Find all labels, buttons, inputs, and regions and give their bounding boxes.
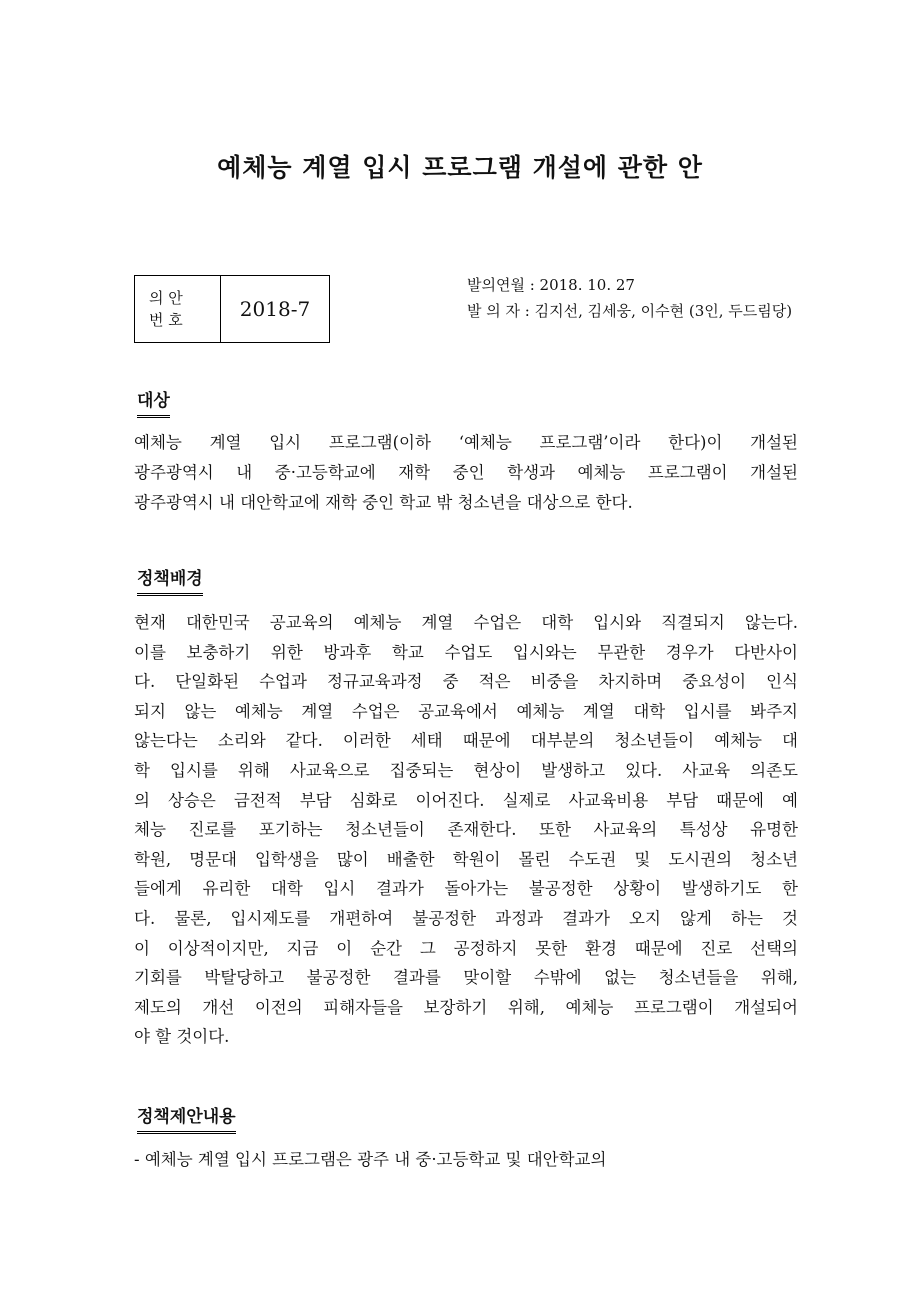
text-line: 않는다는 소리와 같다. 이러한 세태 때문에 대부분의 청소년들이 예체능 대 <box>134 731 798 751</box>
bill-number-label-line2: 번 호 <box>149 311 183 329</box>
proposers: 발 의 자 : 김지선, 김세웅, 이수현 (3인, 두드림당) <box>467 302 793 320</box>
text-line: - 예체능 계열 입시 프로그램은 광주 내 중·고등학교 및 대안학교의 <box>134 1150 607 1169</box>
proposal-date: 발의연월 : 2018. 10. 27 <box>467 276 635 294</box>
section-heading-background: 정책배경 <box>137 564 203 596</box>
bill-number-value: 2018-7 <box>239 297 311 321</box>
text-line: 현재 대한민국 공교육의 예체능 계열 수업은 대학 입시와 직결되지 않는다. <box>134 613 798 632</box>
bill-meta <box>467 272 792 324</box>
text-line: 예체능 계열 입시 프로그램(이하 ‘예체능 프로그램’이라 한다)이 개설된 <box>134 433 798 452</box>
text-line: 학원, 명문대 입학생을 많이 배출한 학원이 몰린 수도권 및 도시권의 청소년 <box>134 849 798 869</box>
section-heading-proposal: 정책제안내용 <box>137 1102 236 1134</box>
text-line: 제도의 개선 이전의 피해자들을 보장하기 위해, 예체능 프로그램이 개설되어 <box>134 997 798 1017</box>
bill-number-box <box>134 275 330 343</box>
section-body-target <box>134 428 798 518</box>
text-line: 들에게 유리한 대학 입시 결과가 돌아가는 불공정한 상황이 발생하기도 한 <box>134 879 798 899</box>
section-heading-target: 대상 <box>137 386 170 418</box>
document-title: 예체능 계열 입시 프로그램 개설에 관한 안 <box>217 153 703 182</box>
bill-number-label-line1: 의 안 <box>149 289 183 307</box>
text-line: 이 이상적이지만, 지금 이 순간 그 공정하지 못한 환경 때문에 진로 선택의 <box>134 938 798 958</box>
text-line: 되지 않는 예체능 계열 수업은 공교육에서 예체능 계열 대학 입시를 봐주지 <box>134 701 798 721</box>
text-line: 다. 물론, 입시제도를 개편하여 불공정한 과정과 결과가 오지 않게 하는 것 <box>134 908 798 928</box>
text-line: 야 할 것이다. <box>134 1027 230 1047</box>
text-line: 다. 단일화된 수업과 정규교육과정 중 적은 비중을 차지하며 중요성이 인식 <box>134 672 798 692</box>
section-body-proposal <box>134 1145 798 1175</box>
bill-number-label <box>135 276 221 342</box>
text-line: 광주광역시 내 대안학교에 재학 중인 학교 밖 청소년을 대상으로 한다. <box>134 493 633 512</box>
text-line: 이를 보충하기 위한 방과후 학교 수업도 입시와는 무관한 경우가 다반사이 <box>134 642 798 662</box>
text-line: 체능 진로를 포기하는 청소년들이 존재한다. 또한 사교육의 특성상 유명한 <box>134 820 798 840</box>
text-line: 광주광역시 내 중·고등학교에 재학 중인 학생과 예체능 프로그램이 개설된 <box>134 463 798 482</box>
section-body-background <box>134 608 798 1052</box>
text-line: 의 상승은 금전적 부담 심화로 이어진다. 실제로 사교육비용 부담 때문에 예 <box>134 790 798 810</box>
text-line: 기회를 박탈당하고 불공정한 결과를 맞이할 수밖에 없는 청소년들을 위해, <box>134 968 798 988</box>
text-line: 학 입시를 위해 사교육으로 집중되는 현상이 발생하고 있다. 사교육 의존도 <box>134 760 798 780</box>
